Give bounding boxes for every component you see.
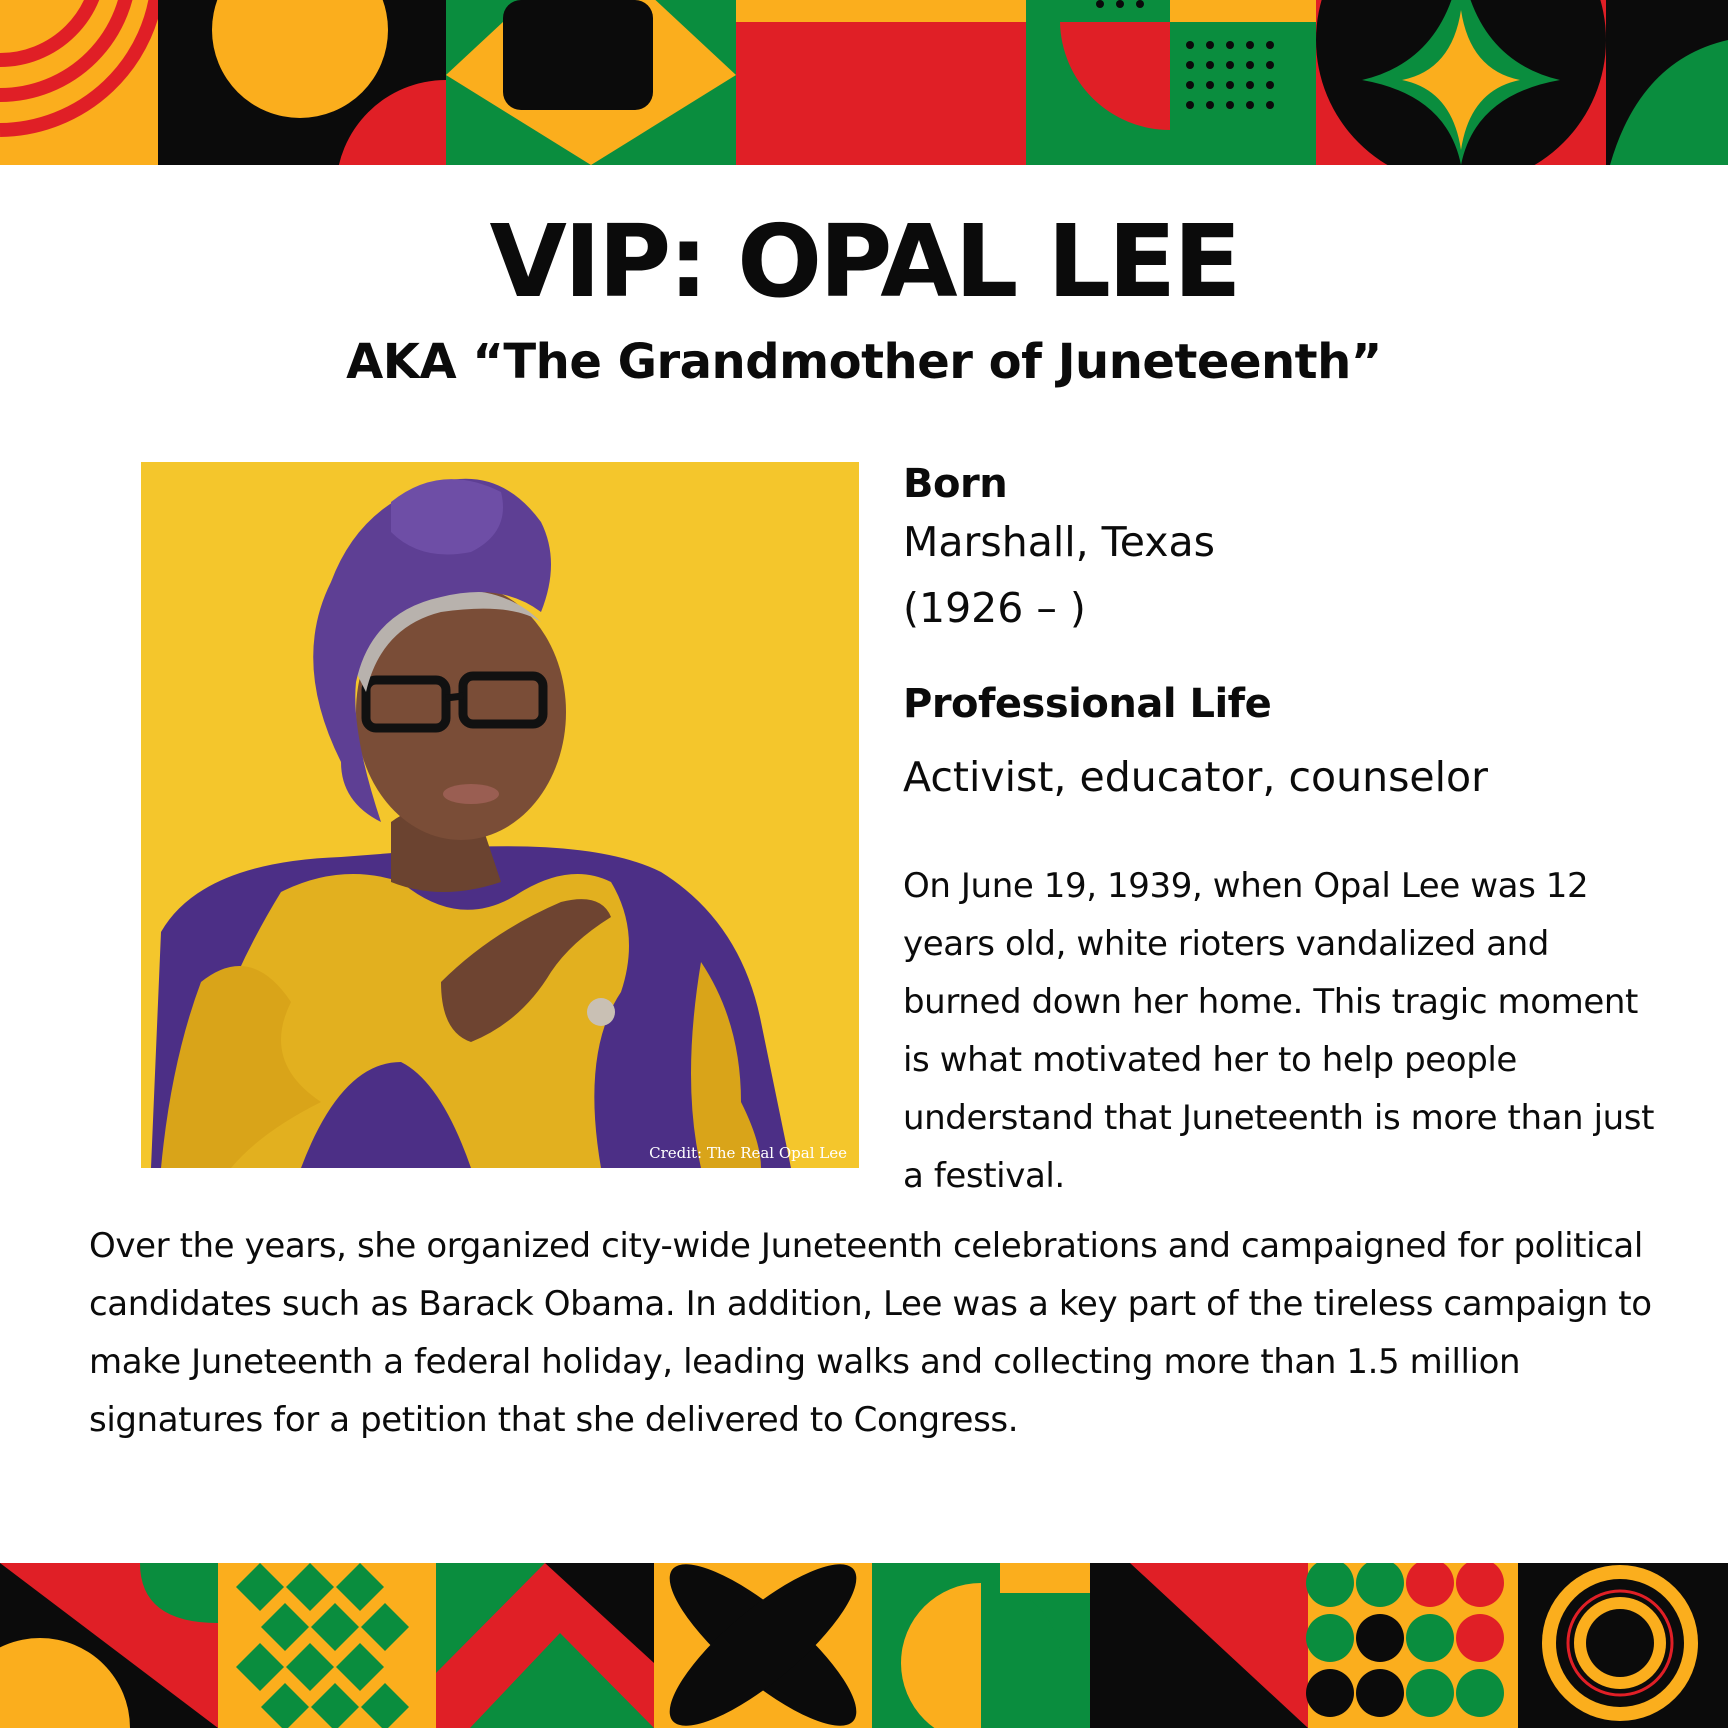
portrait-photo bbox=[141, 462, 859, 1168]
top-pattern-band bbox=[0, 0, 1728, 165]
photo-credit: Credit: The Real Opal Lee bbox=[649, 1144, 847, 1162]
body-paragraph-1: On June 19, 1939, when Opal Lee was 12 years old, white rioters vandalized and burned down her home. This tragic moment is what motivated her to help people understand that Juneteenth is more than just a festival. bbox=[903, 866, 1655, 1196]
born-heading: Born bbox=[903, 461, 1008, 507]
bottom-pattern-band bbox=[0, 1563, 1728, 1728]
birthplace: Marshall, Texas bbox=[903, 518, 1216, 566]
page-title: VIP: OPAL LEE bbox=[489, 203, 1239, 320]
page-subtitle: AKA “The Grandmother of Juneteenth” bbox=[346, 334, 1382, 390]
birth-years: (1926 – ) bbox=[903, 584, 1086, 632]
professional-life-value: Activist, educator, counselor bbox=[903, 753, 1488, 801]
body-paragraph-2: Over the years, she organized city-wide Juneteenth celebrations and campaigned for political candidates such as Barack Obama. In addition, Lee was a key part of the tireless campaign to make Juneteenth a federal holiday, leading walks and collecting more than 1.5 million signatures for a petition that she delivered to Congress. bbox=[89, 1226, 1652, 1440]
professional-life-heading: Professional Life bbox=[903, 681, 1272, 727]
